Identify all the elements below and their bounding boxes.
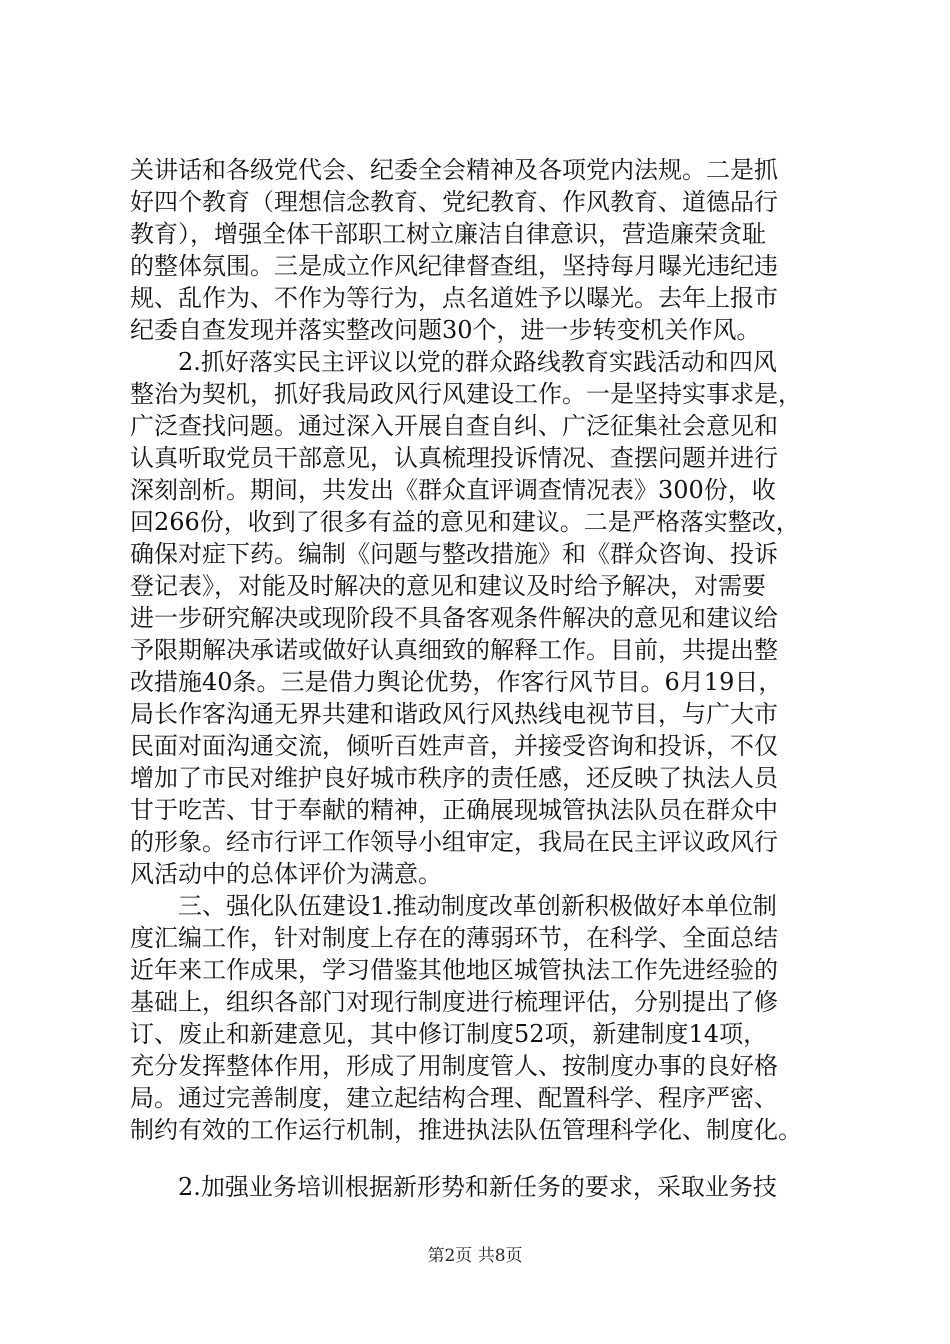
- text-line: 深刻剖析。期间，共发出《群众直评调查情况表》300份，收: [130, 476, 776, 504]
- text-line: 教育），增强全体干部职工树立廉洁自律意识，营造廉荣贪耻: [130, 220, 766, 248]
- text-line: 纪委自查发现并落实整改问题30个，进一步转变机关作风。: [130, 316, 761, 344]
- text-line: 制约有效的工作运行机制，推进执法队伍管理科学化、制度化。: [130, 1116, 802, 1144]
- text-line: 关讲话和各级党代会、纪委全会精神及各项党内法规。二是抓: [130, 156, 778, 184]
- text-line: 风活动中的总体评价为满意。: [130, 860, 442, 888]
- text-line: 规、乱作为、不作为等行为，点名道姓予以曝光。去年上报市: [130, 284, 778, 312]
- text-line: 2.抓好落实民主评议以党的群众路线教育实践活动和四风: [130, 348, 777, 376]
- text-line: 2.加强业务培训根据新形势和新任务的要求，采取业务技: [130, 1173, 777, 1201]
- text-line: 好四个教育（理想信念教育、党纪教育、作风教育、道德品行: [130, 188, 778, 216]
- text-line: 回266份，收到了很多有益的意见和建议。二是严格落实整改，: [130, 508, 800, 536]
- text-line: 的形象。经市行评工作领导小组审定，我局在民主评议政风行: [130, 828, 778, 856]
- text-line: 广泛查找问题。通过深入开展自查自纠、广泛征集社会意见和: [130, 412, 778, 440]
- text-line: 基础上，组织各部门对现行制度进行梳理评估，分别提出了修: [130, 988, 778, 1016]
- text-line: 甘于吃苦、甘于奉献的精神，正确展现城管执法队员在群众中: [130, 796, 778, 824]
- text-line: 局长作客沟通无界共建和谐政风行风热线电视节目，与广大市: [130, 700, 778, 728]
- text-line: 民面对面沟通交流，倾听百姓声音，并接受咨询和投诉，不仅: [130, 732, 778, 760]
- text-line: 局。通过完善制度，建立起结构合理、配置科学、程序严密、: [130, 1084, 778, 1112]
- page-number: 第2页 共8页: [427, 1246, 523, 1266]
- paragraph-gap: [130, 1146, 830, 1171]
- text-line: 认真听取党员干部意见，认真梳理投诉情况、查摆问题并进行: [130, 444, 778, 472]
- text-line: 近年来工作成果，学习借鉴其他地区城管执法工作先进经验的: [130, 956, 778, 984]
- text-line: 增加了市民对维护良好城市秩序的责任感，还反映了执法人员: [130, 764, 778, 792]
- page-footer: [0, 1245, 950, 1267]
- text-line: 改措施40条。三是借力舆论优势，作客行风节目。6月19日，: [130, 668, 783, 696]
- document-body: [130, 154, 830, 1203]
- text-line: 整治为契机，抓好我局政风行风建设工作。一是坚持实事求是，: [130, 380, 802, 408]
- text-line: 登记表》，对能及时解决的意见和建议及时给予解决，对需要: [130, 572, 766, 600]
- text-line: 的整体氛围。三是成立作风纪律督查组，坚持每月曝光违纪违: [130, 252, 778, 280]
- text-line: 三、强化队伍建设1.推动制度改革创新积极做好本单位制: [130, 892, 777, 920]
- text-line: 确保对症下药。编制《问题与整改措施》和《群众咨询、投诉: [130, 540, 778, 568]
- text-line: 予限期解决承诺或做好认真细致的解释工作。目前，共提出整: [130, 636, 778, 664]
- text-line: 度汇编工作，针对制度上存在的薄弱环节，在科学、全面总结: [130, 924, 778, 952]
- text-line: 充分发挥整体作用，形成了用制度管人、按制度办事的良好格: [130, 1052, 778, 1080]
- text-line: 进一步研究解决或现阶段不具备客观条件解决的意见和建议给: [130, 604, 778, 632]
- text-line: 订、废止和新建意见，其中修订制度52项，新建制度14项，: [130, 1020, 768, 1048]
